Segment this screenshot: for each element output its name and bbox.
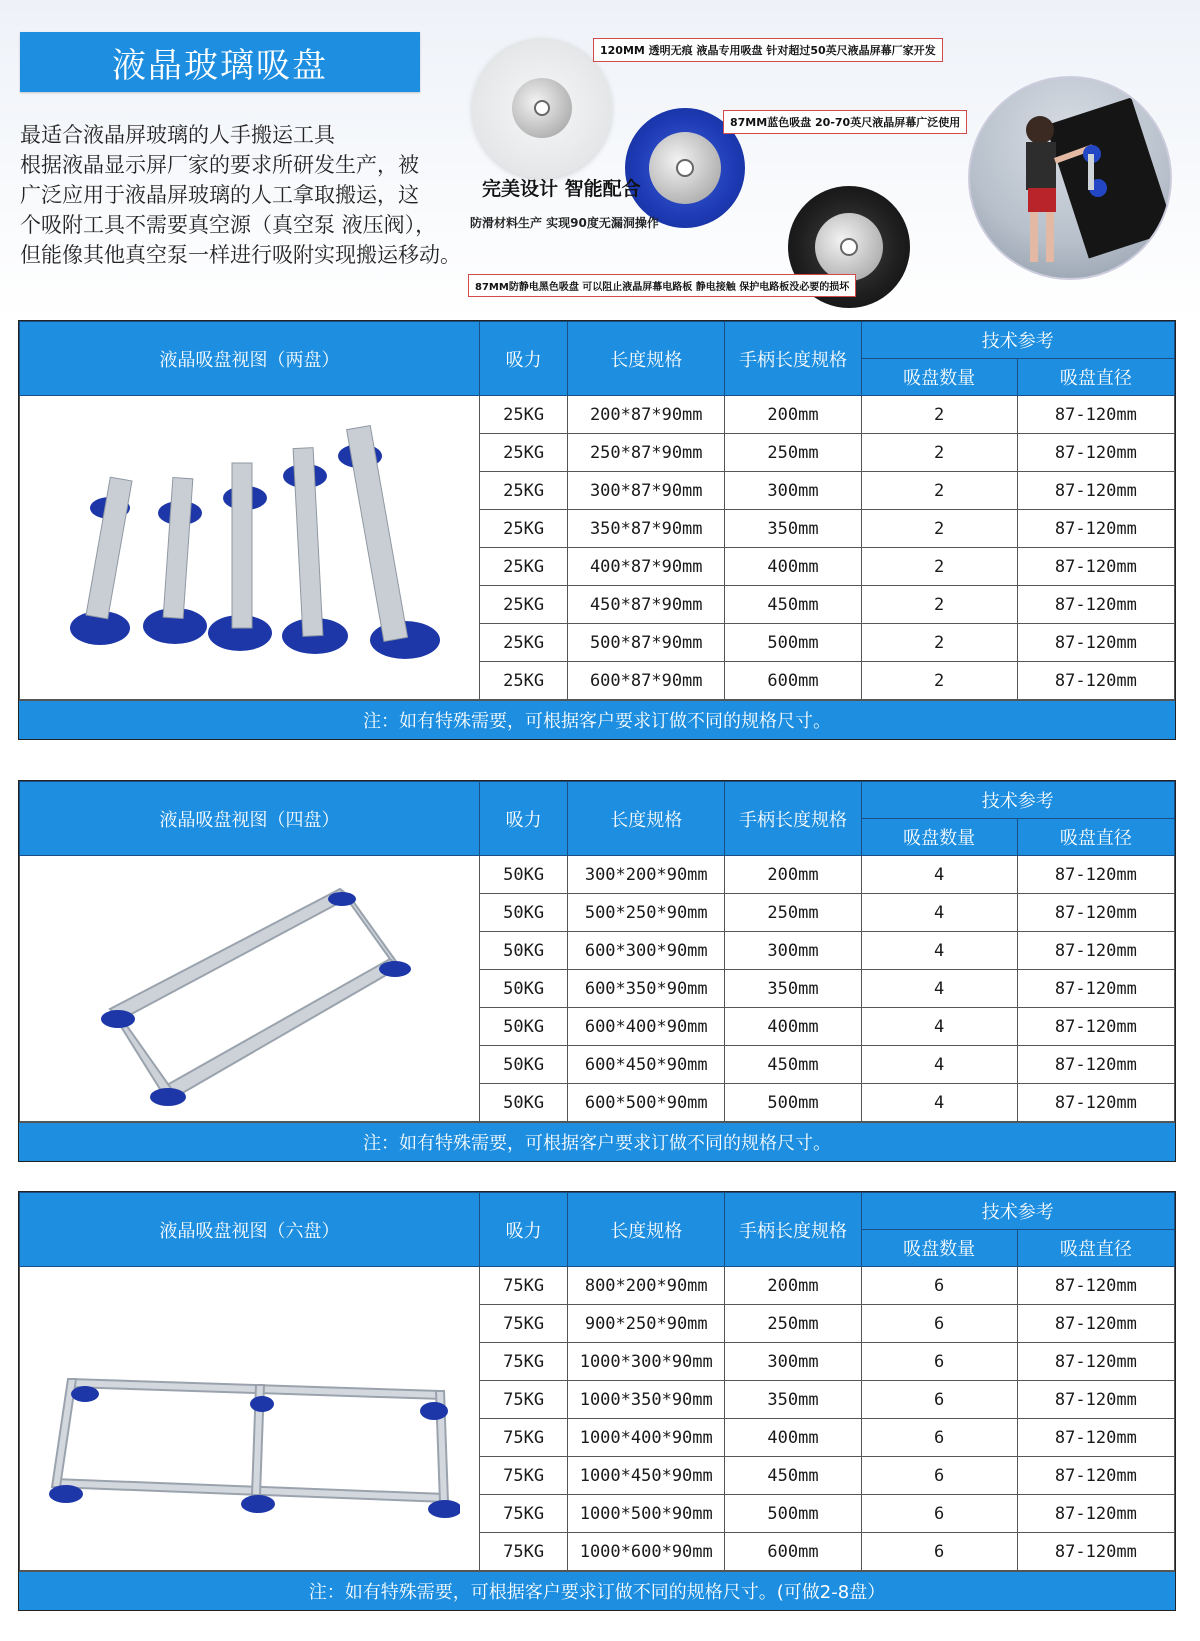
cell: 87-120mm [1017, 1046, 1174, 1084]
callout-blue-cup: 87MM蓝色吸盘 20-70英尺液晶屏幕广泛使用 [723, 110, 967, 134]
cell: 300mm [725, 472, 861, 510]
cell: 25KG [480, 396, 568, 434]
cell: 250mm [725, 894, 861, 932]
col-handle: 手柄长度规格 [725, 322, 861, 396]
table-note: 注：如有特殊需要，可根据客户要求订做不同的规格尺寸。 [19, 700, 1175, 739]
cell: 4 [861, 932, 1017, 970]
col-tech: 技术参考 [861, 322, 1174, 359]
cell: 75KG [480, 1381, 568, 1419]
cell: 6 [861, 1533, 1017, 1571]
cell: 2 [861, 510, 1017, 548]
cell: 300mm [725, 932, 861, 970]
cell: 87-120mm [1017, 1267, 1174, 1305]
cell: 250mm [725, 434, 861, 472]
cell: 200mm [725, 1267, 861, 1305]
page-title: 液晶玻璃吸盘 [20, 32, 420, 92]
cell: 87-120mm [1017, 894, 1174, 932]
lifter [143, 477, 207, 644]
spec-table-four-cup [18, 780, 1176, 1162]
callout-black-cup: 87MM防静电黑色吸盘 可以阻止液晶屏幕电路板 静电接触 保护电路板没必要的损坏 [468, 274, 856, 297]
cell: 4 [861, 856, 1017, 894]
cell: 250mm [725, 1305, 861, 1343]
cell: 87-120mm [1017, 1381, 1174, 1419]
cell: 600*450*90mm [568, 1046, 725, 1084]
cell: 25KG [480, 662, 568, 700]
intro-line: 广泛应用于液晶屏玻璃的人工拿取搬运，这 [20, 183, 419, 207]
cell: 6 [861, 1343, 1017, 1381]
view-title: 液晶吸盘视图（两盘） [20, 322, 480, 396]
col-count: 吸盘数量 [861, 359, 1017, 396]
col-count: 吸盘数量 [861, 819, 1017, 856]
cell: 25KG [480, 624, 568, 662]
cell: 50KG [480, 932, 568, 970]
cell: 25KG [480, 510, 568, 548]
col-diameter: 吸盘直径 [1017, 359, 1174, 396]
four-cup-product-image [20, 856, 480, 1122]
table-note: 注：如有特殊需要，可根据客户要求订做不同的规格尺寸。 [19, 1122, 1175, 1161]
cell: 25KG [480, 472, 568, 510]
cell: 200mm [725, 396, 861, 434]
cell: 2 [861, 548, 1017, 586]
cell: 87-120mm [1017, 586, 1174, 624]
cell: 4 [861, 894, 1017, 932]
lifter [282, 447, 348, 653]
intro-line: 根据液晶显示屏厂家的要求所研发生产，被 [20, 153, 419, 177]
slogan-sub: 防滑材料生产 实现90度无漏洞操作 [470, 216, 659, 230]
cell: 87-120mm [1017, 396, 1174, 434]
cell: 250*87*90mm [568, 434, 725, 472]
cell: 75KG [480, 1305, 568, 1343]
cell: 600*87*90mm [568, 662, 725, 700]
cell: 350*87*90mm [568, 510, 725, 548]
cell: 600*350*90mm [568, 970, 725, 1008]
col-tech: 技术参考 [861, 782, 1174, 819]
cell: 87-120mm [1017, 624, 1174, 662]
cell: 6 [861, 1495, 1017, 1533]
cell: 350mm [725, 510, 861, 548]
two-cup-lifters-illustration [60, 418, 440, 678]
cell: 300*87*90mm [568, 472, 725, 510]
cell: 50KG [480, 1008, 568, 1046]
intro-line: 最适合液晶屏玻璃的人手搬运工具 [20, 123, 335, 147]
cell: 87-120mm [1017, 1495, 1174, 1533]
cell: 350mm [725, 1381, 861, 1419]
cell: 4 [861, 1008, 1017, 1046]
slogan: 完美设计 智能配合 [482, 178, 641, 200]
col-diameter: 吸盘直径 [1017, 1230, 1174, 1267]
worker-photo [968, 76, 1172, 280]
cell: 75KG [480, 1343, 568, 1381]
cell: 600mm [725, 1533, 861, 1571]
cell: 75KG [480, 1495, 568, 1533]
cell: 87-120mm [1017, 856, 1174, 894]
cell: 50KG [480, 1046, 568, 1084]
col-length: 长度规格 [568, 782, 725, 856]
cell: 4 [861, 1046, 1017, 1084]
cell: 87-120mm [1017, 1305, 1174, 1343]
cell: 6 [861, 1457, 1017, 1495]
cell: 75KG [480, 1419, 568, 1457]
cell: 500*250*90mm [568, 894, 725, 932]
cell: 87-120mm [1017, 1419, 1174, 1457]
cell: 75KG [480, 1457, 568, 1495]
cell: 87-120mm [1017, 662, 1174, 700]
cell: 2 [861, 396, 1017, 434]
cell: 87-120mm [1017, 1457, 1174, 1495]
product-collage [470, 38, 1170, 308]
cell: 400mm [725, 1008, 861, 1046]
spec-table-two-cup [18, 320, 1176, 740]
cell: 87-120mm [1017, 970, 1174, 1008]
lifter [70, 477, 132, 645]
cell: 75KG [480, 1267, 568, 1305]
cell: 200*87*90mm [568, 396, 725, 434]
cell: 2 [861, 662, 1017, 700]
cell: 600mm [725, 662, 861, 700]
cell: 500mm [725, 624, 861, 662]
cell: 50KG [480, 894, 568, 932]
col-force: 吸力 [480, 1193, 568, 1267]
cell: 350mm [725, 970, 861, 1008]
cell: 600*500*90mm [568, 1084, 725, 1122]
cell: 1000*500*90mm [568, 1495, 725, 1533]
cell: 2 [861, 472, 1017, 510]
cell: 600*400*90mm [568, 1008, 725, 1046]
view-title: 液晶吸盘视图（六盘） [20, 1193, 480, 1267]
cell: 6 [861, 1267, 1017, 1305]
cell: 87-120mm [1017, 1343, 1174, 1381]
cell: 900*250*90mm [568, 1305, 725, 1343]
four-cup-frame-illustration [50, 869, 450, 1109]
cell: 500mm [725, 1495, 861, 1533]
cell: 450*87*90mm [568, 586, 725, 624]
cell: 87-120mm [1017, 472, 1174, 510]
cell: 800*200*90mm [568, 1267, 725, 1305]
col-force: 吸力 [480, 322, 568, 396]
intro-line: 个吸附工具不需要真空源（真空泵 液压阀）， [20, 213, 437, 237]
cell: 1000*450*90mm [568, 1457, 725, 1495]
cell: 25KG [480, 586, 568, 624]
cell: 50KG [480, 970, 568, 1008]
cell: 400mm [725, 1419, 861, 1457]
cell: 300*200*90mm [568, 856, 725, 894]
cell: 87-120mm [1017, 434, 1174, 472]
cell: 1000*600*90mm [568, 1533, 725, 1571]
callout-clear-cup: 120MM 透明无痕 液晶专用吸盘 针对超过50英尺液晶屏幕厂家开发 [593, 38, 943, 62]
cell: 25KG [480, 548, 568, 586]
view-title: 液晶吸盘视图（四盘） [20, 782, 480, 856]
col-tech: 技术参考 [861, 1193, 1174, 1230]
col-diameter: 吸盘直径 [1017, 819, 1174, 856]
spec-table-six-cup [18, 1191, 1176, 1611]
col-length: 长度规格 [568, 322, 725, 396]
six-cup-product-image [20, 1267, 480, 1571]
cell: 1000*300*90mm [568, 1343, 725, 1381]
col-handle: 手柄长度规格 [725, 1193, 861, 1267]
table-note: 注：如有特殊需要，可根据客户要求订做不同的规格尺寸。(可做2-8盘） [19, 1571, 1175, 1610]
cell: 500mm [725, 1084, 861, 1122]
cell: 2 [861, 624, 1017, 662]
cell: 1000*350*90mm [568, 1381, 725, 1419]
cell: 200mm [725, 856, 861, 894]
cell: 2 [861, 434, 1017, 472]
cell: 87-120mm [1017, 1008, 1174, 1046]
cell: 400mm [725, 548, 861, 586]
cell: 75KG [480, 1533, 568, 1571]
col-count: 吸盘数量 [861, 1230, 1017, 1267]
cell: 500*87*90mm [568, 624, 725, 662]
cell: 6 [861, 1381, 1017, 1419]
lifter [338, 425, 440, 658]
cell: 400*87*90mm [568, 548, 725, 586]
cell: 300mm [725, 1343, 861, 1381]
cell: 50KG [480, 1084, 568, 1122]
intro-line: 但能像其他真空泵一样进行吸附实现搬运移动。 [20, 243, 461, 267]
cell: 87-120mm [1017, 932, 1174, 970]
cell: 87-120mm [1017, 548, 1174, 586]
lifter [208, 463, 272, 651]
cell: 2 [861, 586, 1017, 624]
cell: 6 [861, 1305, 1017, 1343]
cell: 4 [861, 970, 1017, 1008]
six-cup-frame-illustration [40, 1299, 460, 1539]
cell: 450mm [725, 586, 861, 624]
cell: 87-120mm [1017, 510, 1174, 548]
cell: 25KG [480, 434, 568, 472]
intro-text [20, 120, 490, 270]
col-length: 长度规格 [568, 1193, 725, 1267]
col-handle: 手柄长度规格 [725, 782, 861, 856]
cell: 600*300*90mm [568, 932, 725, 970]
cell: 6 [861, 1419, 1017, 1457]
cell: 450mm [725, 1046, 861, 1084]
cell: 87-120mm [1017, 1084, 1174, 1122]
worker-illustration [970, 78, 1170, 278]
cell: 50KG [480, 856, 568, 894]
cell: 4 [861, 1084, 1017, 1122]
cell: 450mm [725, 1457, 861, 1495]
cell: 87-120mm [1017, 1533, 1174, 1571]
cell: 1000*400*90mm [568, 1419, 725, 1457]
col-force: 吸力 [480, 782, 568, 856]
clear-suction-cup-image [472, 38, 612, 178]
two-cup-product-image [20, 396, 480, 700]
